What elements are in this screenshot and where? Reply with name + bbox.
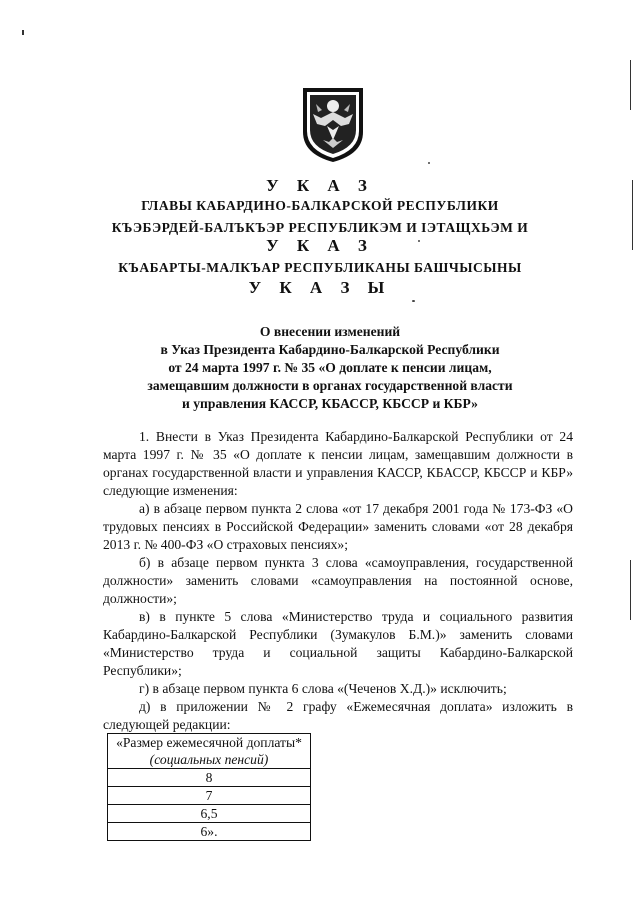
- table-cell: 6».: [108, 823, 311, 841]
- table-row: [108, 787, 311, 805]
- table-header-row: [108, 734, 311, 769]
- table-row: [108, 769, 311, 787]
- decree-heading-krc: У К А З Ы: [248, 278, 392, 297]
- allowance-table: [107, 733, 311, 841]
- decree-title: [80, 323, 580, 413]
- table-row: [108, 805, 311, 823]
- head-of-republic-ru: ГЛАВЫ КАБАРДИНО-БАЛКАРСКОЙ РЕСПУБЛИКИ: [141, 198, 499, 213]
- paragraph-a: а) в абзаце первом пункта 2 слова «от 17 декабря 2001 года № 173-ФЗ «О трудовых пенсиях в Российской Федерации» заменить словами «от 28 декабря 2013 г. № 400-ФЗ «О страховых пенсиях»;: [103, 501, 573, 552]
- title-line: и управления КАССР, КБАССР, КБССР и КБР»: [182, 396, 478, 411]
- head-of-republic-krc: КЪАБАРТЫ-МАЛКЪАР РЕСПУБЛИКАНЫ БАШЧЫСЫНЫ: [118, 260, 522, 275]
- table-cell: 6,5: [108, 805, 311, 823]
- head-of-republic-kbd: КЪЭБЭРДЕЙ-БАЛЪКЪЭР РЕСПУБЛИКЭМ И IЭТАЩХЬЭМ И: [111, 220, 529, 235]
- scan-mark: [630, 60, 631, 110]
- table-cell: 8: [108, 769, 311, 787]
- paragraph-b: б) в абзаце первом пункта 3 слова «самоуправления, государственной должности» заменить словами «самоуправления на постоянной основе, должности»;: [103, 555, 573, 606]
- table-cell: 7: [108, 787, 311, 805]
- scan-mark: [632, 180, 633, 250]
- title-line: от 24 марта 1997 г. № 35 «О доплате к пенсии лицам,: [168, 360, 492, 375]
- scan-mark: [22, 30, 24, 35]
- table-subheader-text: (социальных пенсий): [149, 752, 269, 767]
- scan-speck: [412, 300, 415, 302]
- coat-of-arms-icon: [299, 84, 367, 164]
- table-row: [108, 823, 311, 841]
- paragraph-g: г) в абзаце первом пункта 6 слова «(Чеченов Х.Д.)» исключить;: [139, 681, 507, 696]
- decree-heading-ru: У К А З: [266, 176, 374, 195]
- scan-mark: [630, 560, 631, 620]
- title-line: О внесении изменений: [259, 324, 401, 339]
- paragraph-d: д) в приложении № 2 графу «Ежемесячная доплата» изложить в следующей редакции:: [103, 699, 573, 732]
- title-line: в Указ Президента Кабардино-Балкарской Республики: [160, 342, 500, 357]
- table-header-cell: [108, 734, 311, 769]
- scan-speck: [428, 162, 430, 164]
- decree-body: [103, 428, 573, 734]
- paragraph-v: в) в пункте 5 слова «Министерство труда и социального развития Кабардино-Балкарской Республики (Зумакулов Б.М.)» заменить словами «Министерство труда и социальной защиты Кабардино-Балкарской Республики»;: [103, 609, 573, 678]
- paragraph-1: 1. Внести в Указ Президента Кабардино-Балкарской Республики от 24 марта 1997 г. № 35 «О доплате к пенсии лицам, замещавшим должности в органах государственной власти и управления КАССР, КБАССР, КБССР и КБР» следующие изменения:: [103, 429, 573, 498]
- title-line: замещавшим должности в органах государственной власти: [147, 378, 513, 393]
- table-header-text: «Размер ежемесячной доплаты*: [116, 735, 302, 750]
- decree-heading-kbd: У К А З: [266, 236, 374, 255]
